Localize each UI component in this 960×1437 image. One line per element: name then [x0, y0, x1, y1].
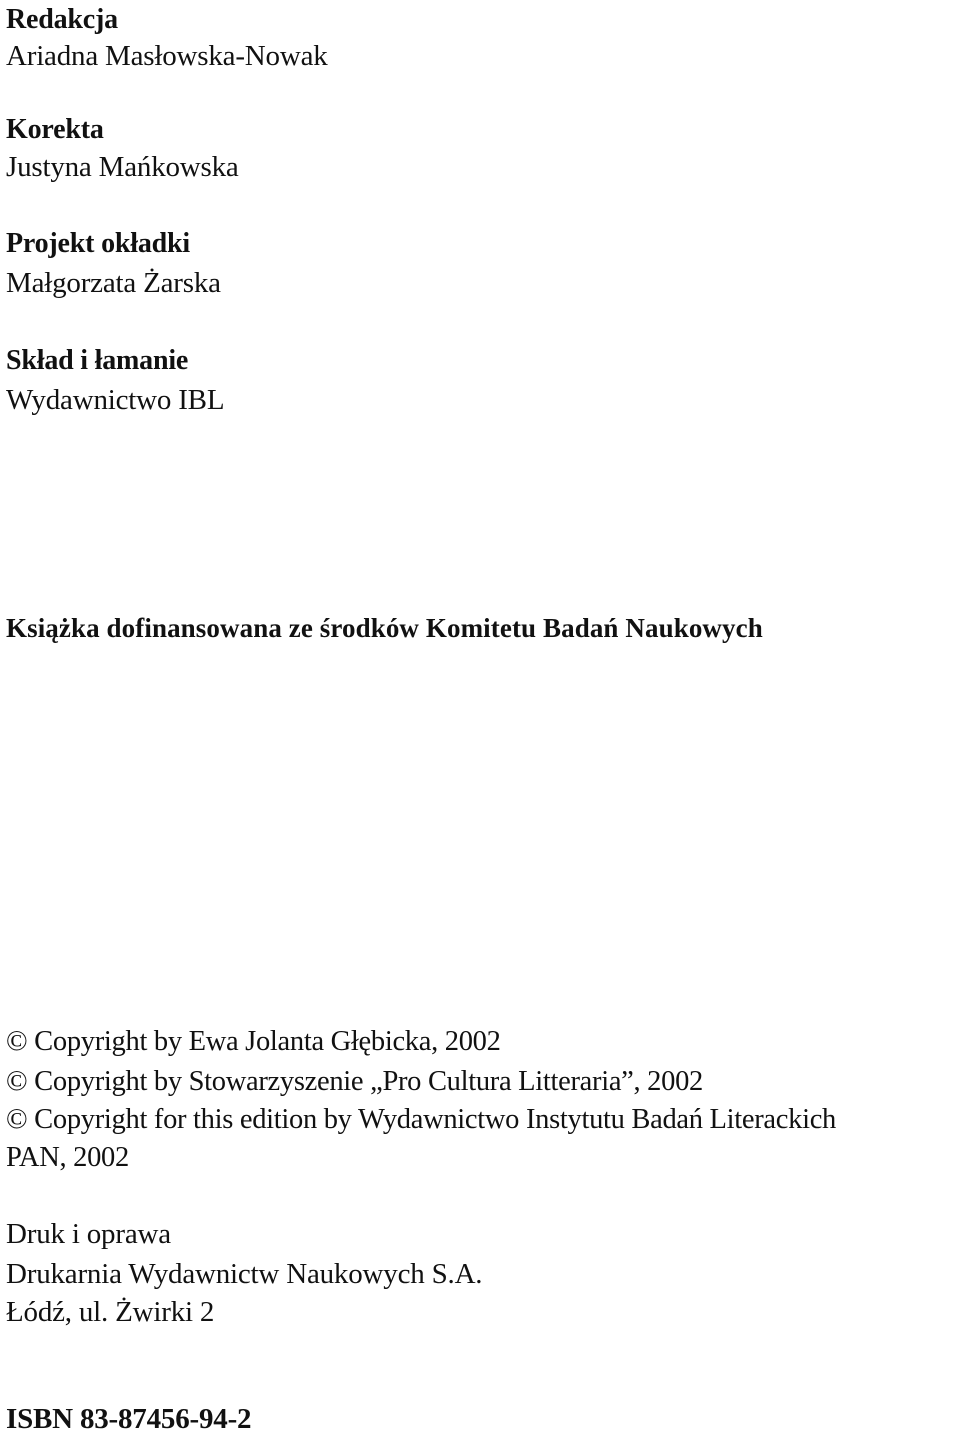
credit-value-editing: Ariadna Masłowska-Nowak [6, 40, 328, 72]
credit-label-cover-design: Projekt okładki [6, 228, 190, 259]
credit-label-proofreading: Korekta [6, 114, 104, 145]
credit-label-editing: Redakcja [6, 4, 118, 35]
copyright-line-author: © Copyright by Ewa Jolanta Głębicka, 2002 [6, 1026, 501, 1057]
copyright-line-association: © Copyright by Stowarzyszenie „Pro Cultura Litteraria”, 2002 [6, 1066, 703, 1097]
credit-value-cover-design: Małgorzata Żarska [6, 267, 221, 299]
printing-house: Drukarnia Wydawnictw Naukowych S.A. [6, 1258, 483, 1290]
credit-value-typesetting: Wydawnictwo IBL [6, 384, 225, 416]
funding-note: Książka dofinansowana ze środków Komitetu Badań Naukowych [6, 613, 763, 643]
printing-label: Druk i oprawa [6, 1218, 171, 1250]
copyright-line-edition: © Copyright for this edition by Wydawnictwo Instytutu Badań Literackich [6, 1104, 836, 1135]
isbn-number: ISBN 83-87456-94-2 [6, 1403, 252, 1435]
printing-address: Łódź, ul. Żwirki 2 [6, 1296, 215, 1328]
credit-label-typesetting: Skład i łamanie [6, 345, 189, 376]
copyright-line-edition-cont: PAN, 2002 [6, 1142, 129, 1173]
credit-value-proofreading: Justyna Mańkowska [6, 151, 239, 183]
